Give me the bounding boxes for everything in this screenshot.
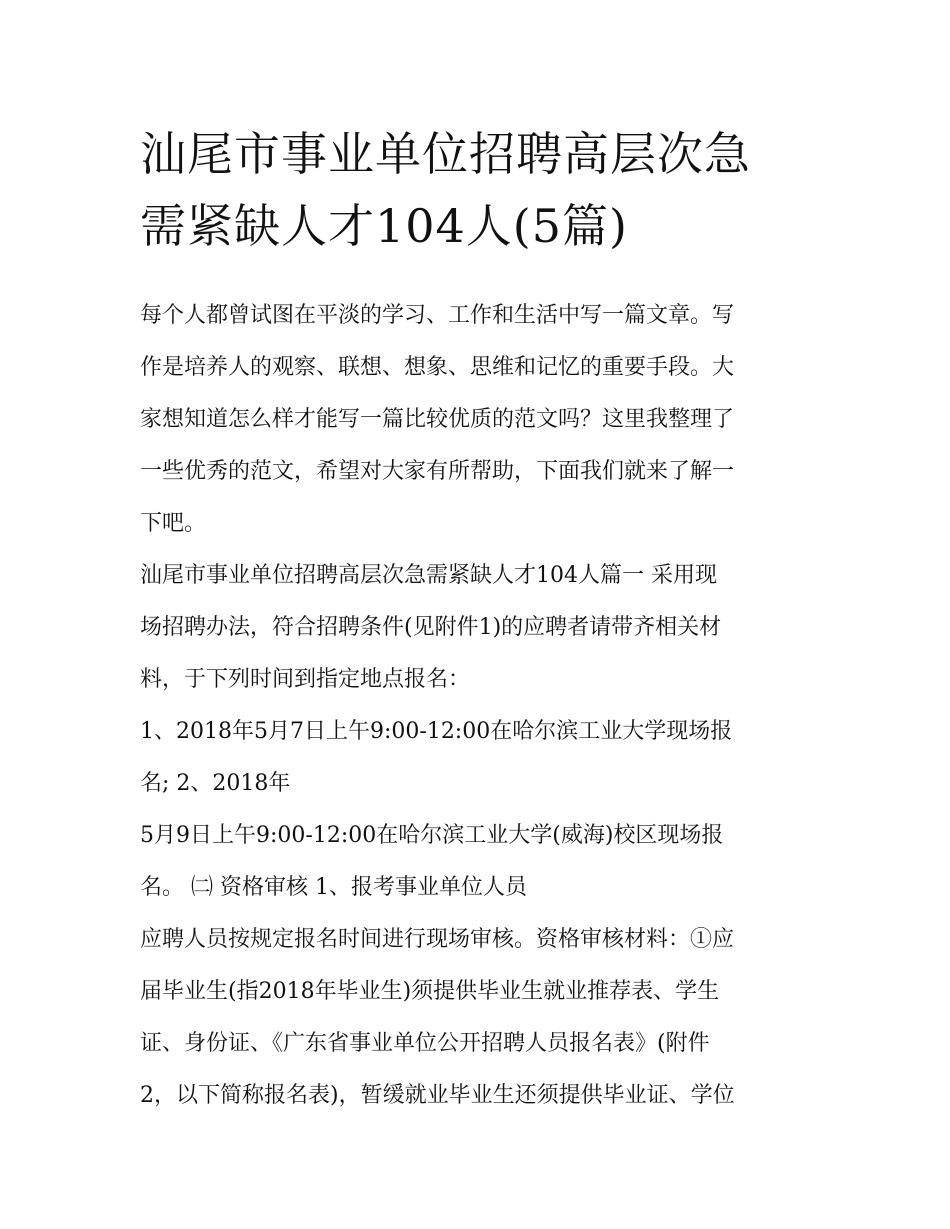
body-line: 场招聘办法，符合招聘条件(见附件1)的应聘者请带齐相关材 bbox=[140, 615, 722, 640]
body-line: 作是培养人的观察、联想、想象、思维和记忆的重要手段。大 bbox=[140, 355, 735, 380]
body-line: 1、2018年5月7日上午9:00-12:00在哈尔滨工业大学现场报 bbox=[140, 719, 733, 744]
body-line: 家想知道怎么样才能写一篇比较优质的范文吗？这里我整理了 bbox=[140, 407, 735, 432]
body-line: 下吧。 bbox=[140, 511, 207, 536]
title-line-2: 需紧缺人才104人(5篇) bbox=[140, 199, 628, 253]
body-line: 料，于下列时间到指定地点报名： bbox=[140, 667, 471, 692]
body-line: 名; 2、2018年 bbox=[140, 771, 291, 796]
document-body bbox=[140, 290, 820, 1122]
body-line: 应聘人员按规定报名时间进行现场审核。资格审核材料：①应 bbox=[140, 927, 735, 952]
body-line: 一些优秀的范文，希望对大家有所帮助，下面我们就来了解一 bbox=[140, 459, 735, 484]
title-line-1: 汕尾市事业单位招聘高层次急 bbox=[140, 127, 751, 181]
document-content bbox=[140, 118, 820, 1122]
body-line: 每个人都曾试图在平淡的学习、工作和生活中写一篇文章。写 bbox=[140, 303, 735, 328]
body-line: 5月9日上午9:00-12:00在哈尔滨工业大学(威海)校区现场报 bbox=[140, 823, 724, 848]
body-line: 届毕业生(指2018年毕业生)须提供毕业生就业推荐表、学生 bbox=[140, 979, 720, 1004]
body-line: 证、身份证、《广东省事业单位公开招聘人员报名表》(附件 bbox=[140, 1031, 710, 1056]
document-title bbox=[140, 118, 820, 262]
body-line: 名。 ㈡ 资格审核 1、报考事业单位人员 bbox=[140, 875, 527, 900]
body-line: 汕尾市事业单位招聘高层次急需紧缺人才104人篇一 采用现 bbox=[140, 563, 717, 588]
body-line: 2，以下简称报名表)，暂缓就业毕业生还须提供毕业证、学位 bbox=[140, 1083, 735, 1108]
